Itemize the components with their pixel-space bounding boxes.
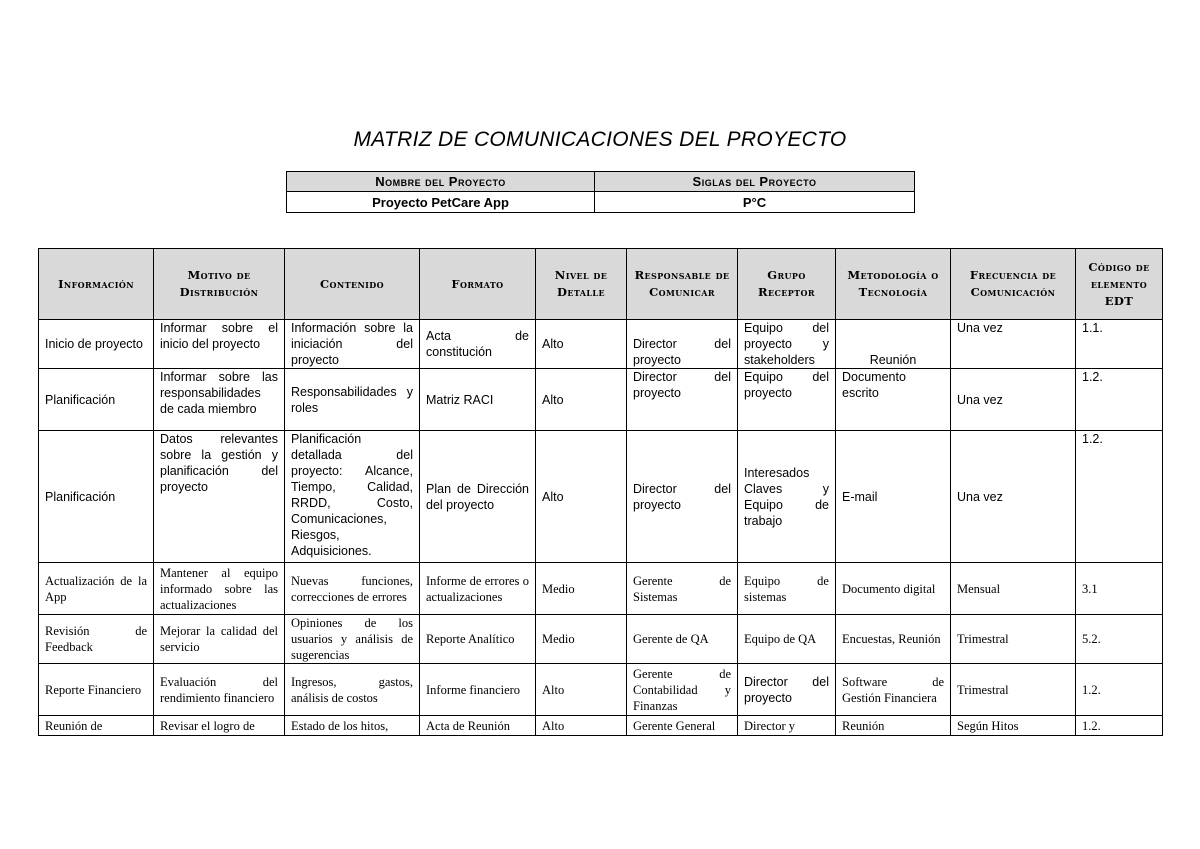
- cell-frecuencia: Trimestral: [951, 664, 1076, 716]
- cell-responsable: Director del proyecto: [627, 320, 738, 369]
- cell-frecuencia: Una vez: [951, 320, 1076, 369]
- cell-codigo: 1.1.: [1076, 320, 1163, 369]
- cell-responsable: Director del proyecto: [627, 431, 738, 563]
- project-info-table: [286, 171, 915, 213]
- cell-nivel: Medio: [536, 563, 627, 615]
- cell-formato: Informe financiero: [420, 664, 536, 716]
- cell-metodologia: Documento escrito: [836, 369, 951, 431]
- cell-grupo: Director y: [738, 716, 836, 736]
- cell-nivel: Alto: [536, 320, 627, 369]
- cell-nivel: Alto: [536, 664, 627, 716]
- cell-motivo: Datos relevantes sobre la gestión y planificación del proyecto: [154, 431, 285, 563]
- cell-motivo: Mejorar la calidad del servicio: [154, 615, 285, 664]
- table-row: [39, 716, 1163, 736]
- cell-metodologia: Encuestas, Reunión: [836, 615, 951, 664]
- cell-grupo: Interesados Claves y Equipo de trabajo: [738, 431, 836, 563]
- cell-grupo: Equipo del proyecto y stakeholders: [738, 320, 836, 369]
- cell-formato: Acta de constitución: [420, 320, 536, 369]
- cell-motivo: Mantener al equipo informado sobre las actualizaciones: [154, 563, 285, 615]
- cell-motivo: Informar sobre las responsabilidades de cada miembro: [154, 369, 285, 431]
- cell-informacion: Revisión de Feedback: [39, 615, 154, 664]
- cell-metodologia: Documento digital: [836, 563, 951, 615]
- project-name: Proyecto PetCare App: [287, 192, 595, 213]
- cell-grupo: Equipo de sistemas: [738, 563, 836, 615]
- cell-frecuencia: Una vez: [951, 431, 1076, 563]
- cell-codigo: 3.1: [1076, 563, 1163, 615]
- cell-nivel: Alto: [536, 716, 627, 736]
- header-nivel: Nivel de Detalle: [536, 249, 627, 320]
- project-name-header: Nombre del Proyecto: [287, 172, 595, 192]
- cell-responsable: Gerente General: [627, 716, 738, 736]
- cell-codigo: 1.2.: [1076, 369, 1163, 431]
- cell-responsable: Director del proyecto: [627, 369, 738, 431]
- cell-metodologia: E-mail: [836, 431, 951, 563]
- cell-contenido: Opiniones de los usuarios y análisis de sugerencias: [285, 615, 420, 664]
- header-row: [39, 249, 1163, 320]
- header-frecuencia: Frecuencia de Comunicación: [951, 249, 1076, 320]
- cell-grupo: Equipo de QA: [738, 615, 836, 664]
- communications-matrix: [38, 248, 1163, 736]
- cell-responsable: Gerente de QA: [627, 615, 738, 664]
- cell-motivo: Evaluación del rendimiento financiero: [154, 664, 285, 716]
- cell-contenido: Responsabilidades y roles: [285, 369, 420, 431]
- cell-informacion: Inicio de proyecto: [39, 320, 154, 369]
- project-acronym-header: Siglas del Proyecto: [595, 172, 915, 192]
- header-formato: Formato: [420, 249, 536, 320]
- cell-informacion: Reporte Financiero: [39, 664, 154, 716]
- cell-codigo: 1.2.: [1076, 431, 1163, 563]
- cell-codigo: 1.2.: [1076, 716, 1163, 736]
- page-title: MATRIZ DE COMUNICACIONES DEL PROYECTO: [353, 128, 847, 151]
- cell-nivel: Alto: [536, 369, 627, 431]
- cell-formato: Reporte Analítico: [420, 615, 536, 664]
- table-row: [39, 664, 1163, 716]
- cell-metodologia: Software de Gestión Financiera: [836, 664, 951, 716]
- cell-codigo: 5.2.: [1076, 615, 1163, 664]
- cell-formato: Matriz RACI: [420, 369, 536, 431]
- cell-frecuencia: Una vez: [951, 369, 1076, 431]
- cell-informacion: Reunión de: [39, 716, 154, 736]
- table-row: [39, 615, 1163, 664]
- table-row: [39, 563, 1163, 615]
- cell-frecuencia: Según Hitos: [951, 716, 1076, 736]
- cell-motivo: Revisar el logro de: [154, 716, 285, 736]
- cell-contenido: Planificación detallada del proyecto: Alcance, Tiempo, Calidad, RRDD, Costo, Comunicaciones, Riesgos, Adquisiciones.: [285, 431, 420, 563]
- cell-motivo: Informar sobre el inicio del proyecto: [154, 320, 285, 369]
- cell-responsable: Gerente de Contabilidad y Finanzas: [627, 664, 738, 716]
- cell-formato: Acta de Reunión: [420, 716, 536, 736]
- cell-grupo: Director del proyecto: [738, 664, 836, 716]
- cell-contenido: Información sobre la iniciación del proyecto: [285, 320, 420, 369]
- table-row: [39, 369, 1163, 431]
- cell-contenido: Nuevas funciones, correcciones de errores: [285, 563, 420, 615]
- header-informacion: Información: [39, 249, 154, 320]
- cell-formato: Informe de errores o actualizaciones: [420, 563, 536, 615]
- cell-frecuencia: Trimestral: [951, 615, 1076, 664]
- cell-metodologia: Reunión: [836, 716, 951, 736]
- cell-responsable: Gerente de Sistemas: [627, 563, 738, 615]
- cell-codigo: 1.2.: [1076, 664, 1163, 716]
- header-responsable: Responsable de Comunicar: [627, 249, 738, 320]
- table-row: [39, 320, 1163, 369]
- cell-frecuencia: Mensual: [951, 563, 1076, 615]
- cell-informacion: Planificación: [39, 431, 154, 563]
- header-codigo: Código de elemento EDT: [1076, 249, 1163, 320]
- header-motivo: Motivo de Distribución: [154, 249, 285, 320]
- cell-nivel: Medio: [536, 615, 627, 664]
- project-acronym: P°C: [595, 192, 915, 213]
- cell-informacion: Actualización de la App: [39, 563, 154, 615]
- cell-formato: Plan de Dirección del proyecto: [420, 431, 536, 563]
- cell-nivel: Alto: [536, 431, 627, 563]
- cell-grupo: Equipo del proyecto: [738, 369, 836, 431]
- header-contenido: Contenido: [285, 249, 420, 320]
- header-metodologia: Metodología o Tecnología: [836, 249, 951, 320]
- cell-metodologia: Reunión: [836, 320, 951, 369]
- cell-contenido: Ingresos, gastos, análisis de costos: [285, 664, 420, 716]
- table-row: [39, 431, 1163, 563]
- cell-contenido: Estado de los hitos,: [285, 716, 420, 736]
- cell-informacion: Planificación: [39, 369, 154, 431]
- header-grupo: Grupo Receptor: [738, 249, 836, 320]
